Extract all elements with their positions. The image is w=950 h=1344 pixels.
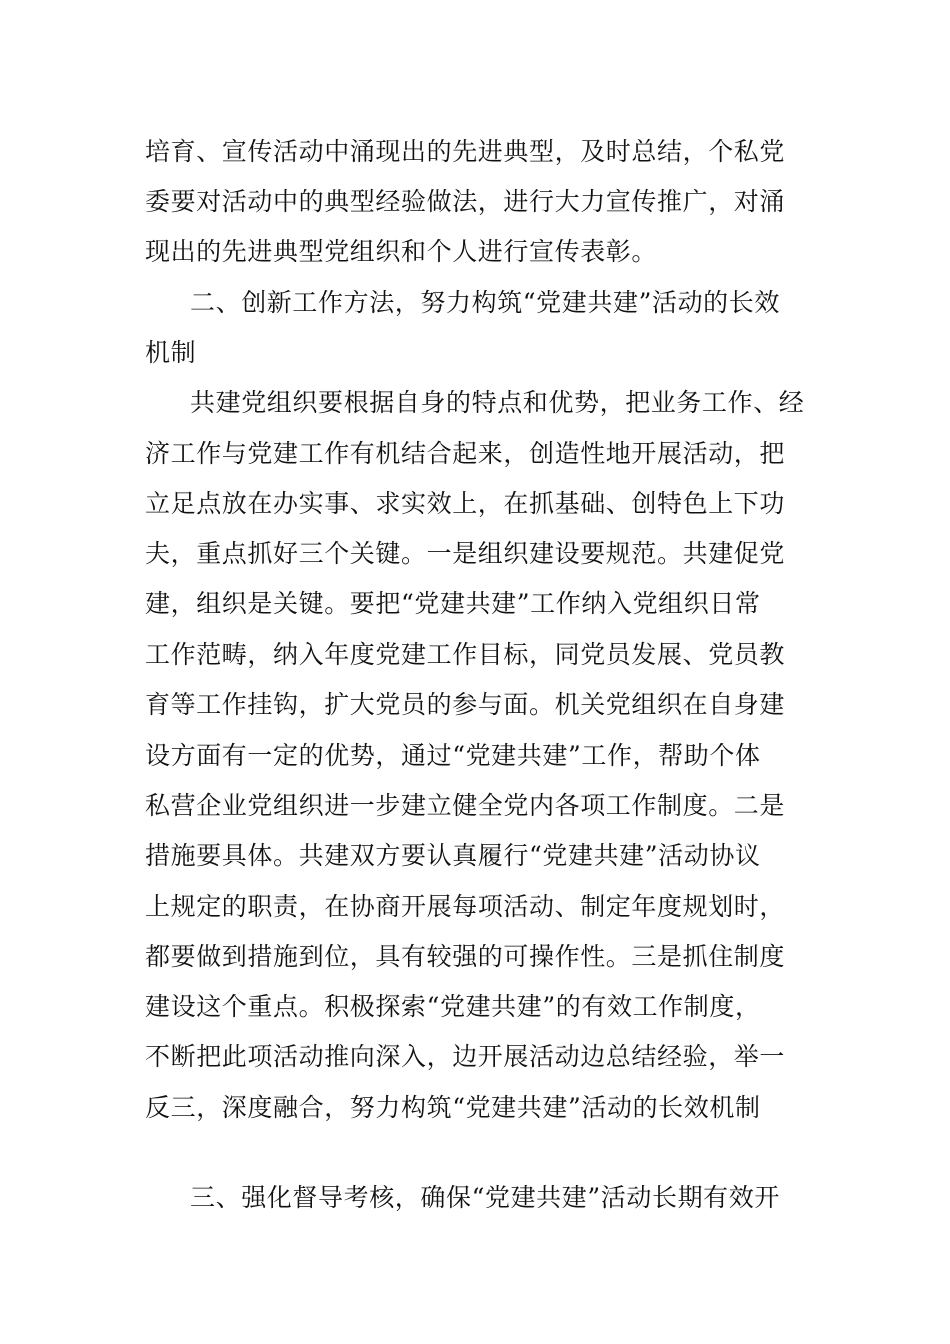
section-heading-2-continued: 机制 <box>145 338 197 367</box>
paragraph-start: 共建党组织要根据自身的特点和优势，把业务工作、经 <box>190 388 805 417</box>
text-line: 不断把此项活动推向深入，边开展活动边总结经验，举一 <box>145 1042 786 1071</box>
text-line: 反三，深度融合，努力构筑“党建共建”活动的长效机制 <box>145 1093 761 1122</box>
text-line: 育等工作挂钩，扩大党员的参与面。机关党组织在自身建 <box>145 690 786 719</box>
text-line: 工作范畴，纳入年度党建工作目标，同党员发展、党员教 <box>145 640 786 669</box>
text-line: 设方面有一定的优势，通过“党建共建”工作，帮助个体 <box>145 741 761 770</box>
text-line: 委要对活动中的典型经验做法，进行大力宣传推广，对涌 <box>145 187 786 216</box>
text-line: 措施要具体。共建双方要认真履行“党建共建”活动协议 <box>145 841 761 870</box>
text-line: 建，组织是关键。要把“党建共建”工作纳入党组织日常 <box>145 589 761 618</box>
text-line: 立足点放在办实事、求实效上，在抓基础、创特色上下功 <box>145 489 786 518</box>
text-line: 建设这个重点。积极探索“党建共建”的有效工作制度， <box>145 992 761 1021</box>
section-heading-2: 二、创新工作方法，努力构筑“党建共建”活动的长效 <box>190 288 780 317</box>
text-line: 夫，重点抓好三个关键。一是组织建设要规范。共建促党 <box>145 539 786 568</box>
text-line: 都要做到措施到位，具有较强的可操作性。三是抓住制度 <box>145 942 786 971</box>
section-heading-3: 三、强化督导考核，确保“党建共建”活动长期有效开 <box>190 1183 780 1212</box>
text-line: 现出的先进典型党组织和个人进行宣传表彰。 <box>145 237 658 266</box>
text-line: 济工作与党建工作有机结合起来，创造性地开展活动，把 <box>145 439 786 468</box>
text-line: 私营企业党组织进一步建立健全党内各项工作制度。二是 <box>145 791 786 820</box>
text-line: 上规定的职责，在协商开展每项活动、制定年度规划时， <box>145 892 786 921</box>
text-line: 培育、宣传活动中涌现出的先进典型，及时总结，个私党 <box>145 137 786 166</box>
